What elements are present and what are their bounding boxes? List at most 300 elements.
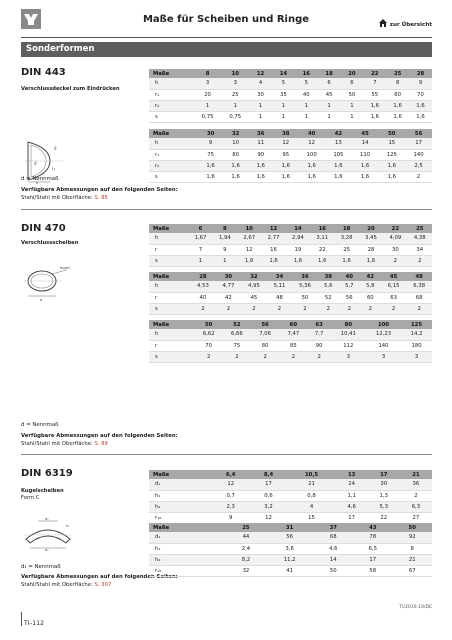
table-cell: 7,7: [307, 329, 330, 340]
table-row: [149, 138, 432, 149]
table-row: [149, 172, 432, 183]
column-header-size: 45: [381, 272, 407, 281]
row-label: r: [149, 340, 195, 351]
column-header-size: 22: [363, 69, 386, 78]
table-cell: 5,36: [292, 281, 318, 292]
table-cell: 7: [188, 244, 212, 255]
table-cell: 11: [248, 138, 273, 149]
table-header-row: [149, 470, 432, 479]
table-cell: 5: [295, 78, 318, 89]
table-header-row: [149, 320, 432, 329]
row-label: h: [149, 138, 198, 149]
table-row: [149, 78, 432, 89]
table-cell: 70: [195, 340, 223, 351]
table-cell: 1,6: [261, 255, 285, 266]
table-row: [149, 281, 432, 292]
column-header-size: 8,4: [250, 470, 288, 479]
table-cell: 60: [360, 292, 381, 303]
column-header-size: 14: [272, 69, 295, 78]
din470-availability-text: Stahl/Stahl mit Oberfläche:: [21, 440, 95, 447]
table-cell: 1: [249, 100, 272, 111]
table-cell: 1,6: [386, 112, 409, 123]
table-cell: 2: [406, 303, 432, 314]
column-header-size: 50: [195, 320, 223, 329]
table-cell: 1,3: [368, 490, 400, 501]
row-label: h₂: [149, 501, 212, 512]
din443-table-2: [149, 129, 432, 183]
table-row: [149, 89, 432, 100]
table-cell: 85: [279, 340, 307, 351]
table-row: [149, 490, 432, 501]
table-cell: 17: [250, 479, 288, 490]
column-header-size: 32: [223, 129, 248, 138]
din6319-page-link[interactable]: S. 307: [94, 581, 112, 588]
din6319-desc-line-2: Form C: [21, 495, 40, 502]
column-header-size: 18: [318, 69, 341, 78]
table-cell: 100: [298, 149, 325, 160]
table-cell: 4,6: [314, 543, 353, 554]
row-label: r₁: [149, 149, 198, 160]
table-row: [149, 554, 432, 565]
table-cell: 2: [339, 303, 360, 314]
table-cell: 4,38: [408, 233, 432, 244]
table-cell: 1: [194, 100, 222, 111]
column-header-size: 12: [249, 69, 272, 78]
table-cell: 78: [353, 532, 392, 543]
column-header-size: 8: [194, 69, 222, 78]
table-cell: 1: [295, 100, 318, 111]
table-cell: 63: [381, 292, 407, 303]
svg-text:r₁: r₁: [52, 166, 56, 171]
table-cell: 1,6: [298, 172, 325, 183]
column-header-size: 52: [223, 320, 251, 329]
row-label: r: [149, 244, 188, 255]
row-label: h: [149, 329, 195, 340]
column-header-size: 10: [237, 224, 261, 233]
row-label: h₁: [149, 490, 212, 501]
table-cell: 50: [341, 89, 364, 100]
column-header-size: 37: [314, 523, 353, 532]
page-title: Maße für Scheiben und Ringe: [142, 14, 310, 25]
din6319-title: DIN 6319: [21, 468, 73, 479]
table-cell: 10: [223, 138, 248, 149]
table-cell: 1,6: [223, 160, 248, 171]
column-header-size: 50: [392, 523, 432, 532]
table-cell: 1: [318, 112, 341, 123]
table-cell: 2,3: [212, 501, 250, 512]
table-cell: 1,6: [378, 160, 405, 171]
column-header-size: 100: [366, 320, 401, 329]
column-header-size: 125: [401, 320, 432, 329]
table-cell: 2,77: [261, 233, 285, 244]
table-cell: 1: [221, 100, 249, 111]
column-header-size: 32: [241, 272, 267, 281]
table-cell: 90: [307, 340, 330, 351]
row-label: r₁₅: [149, 513, 212, 524]
row-label: h: [149, 233, 188, 244]
table-cell: 1: [341, 112, 364, 123]
table-cell: 4: [249, 78, 272, 89]
table-cell: 1,6: [352, 160, 379, 171]
table-row: [149, 566, 432, 577]
table-cell: 9: [213, 244, 237, 255]
table-cell: 2: [307, 351, 330, 362]
column-header-size: 10,5: [287, 470, 335, 479]
table-cell: 2,67: [237, 233, 261, 244]
column-header-size: 31: [266, 523, 314, 532]
column-header-size: 38: [273, 129, 298, 138]
table-cell: 35: [272, 89, 295, 100]
table-cell: 1,6: [237, 255, 261, 266]
table-cell: 20: [194, 89, 222, 100]
table-cell: 70: [409, 89, 432, 100]
table-cell: 25: [334, 244, 358, 255]
table-cell: 17: [353, 554, 392, 565]
svg-text:h₂: h₂: [66, 524, 70, 528]
table-cell: 1: [341, 100, 364, 111]
table-cell: 12: [237, 244, 261, 255]
column-header-size: 56: [405, 129, 432, 138]
column-header-label: Maße: [149, 470, 212, 479]
din6319-availability-title: Verfügbare Abmessungen auf den folgenden Seiten:: [21, 574, 178, 580]
table-cell: 4,6: [336, 501, 368, 512]
column-header-size: 34: [267, 272, 293, 281]
table-header-row: [149, 224, 432, 233]
table-cell: 1,6: [363, 112, 386, 123]
din6319-desc-line-1: Kugelscheiben: [21, 488, 64, 494]
table-row: [149, 149, 432, 160]
table-cell: 0,75: [221, 112, 249, 123]
table-cell: 48: [267, 292, 293, 303]
table-cell: 2: [267, 303, 293, 314]
table-cell: 12: [212, 479, 250, 490]
table-cell: 17: [336, 513, 368, 524]
page-number: TI–112: [24, 620, 44, 627]
column-header-size: 63: [307, 320, 330, 329]
column-header-size: 20: [341, 69, 364, 78]
din443-page-link[interactable]: S. 85: [94, 194, 108, 201]
table-cell: 125: [378, 149, 405, 160]
table-cell: 0,7: [212, 490, 250, 501]
table-cell: 2: [405, 172, 432, 183]
table-cell: 1: [188, 255, 212, 266]
table-row: [149, 303, 432, 314]
row-label: r: [149, 292, 190, 303]
table-cell: 92: [392, 532, 432, 543]
din443-availability-title: Verfügbare Abmessungen auf den folgenden Seiten:: [21, 187, 178, 193]
svg-text:h: h: [36, 181, 39, 184]
table-header-row: [149, 272, 432, 281]
table-cell: 9: [198, 138, 223, 149]
din470-drawing: [22, 258, 72, 304]
table-cell: 6,3: [400, 501, 432, 512]
header-rule: [21, 37, 432, 38]
din443-availability-text: Stahl/Stahl mit Oberfläche:: [21, 194, 95, 201]
column-header-size: 28: [409, 69, 432, 78]
column-header-size: 13: [336, 470, 368, 479]
table-cell: 2: [318, 303, 339, 314]
din470-nominal-note: d = Nennmaß: [21, 422, 59, 428]
table-cell: 42: [216, 292, 242, 303]
table-row: [149, 112, 432, 123]
column-header-size: 38: [318, 272, 339, 281]
table-cell: 56: [266, 532, 314, 543]
table-cell: 40: [190, 292, 216, 303]
table-cell: 6,62: [195, 329, 223, 340]
table-row: [149, 244, 432, 255]
table-cell: 19: [286, 244, 310, 255]
table-cell: 60: [386, 89, 409, 100]
column-header-size: 20: [359, 224, 383, 233]
row-label: r₂: [149, 160, 198, 171]
overview-link-label: zur Übersicht: [389, 22, 432, 28]
svg-text:d: d: [40, 298, 43, 302]
column-header-size: 6,4: [212, 470, 250, 479]
table-cell: 5,6: [318, 281, 339, 292]
table-cell: 6,38: [406, 281, 432, 292]
column-header-label: Maße: [149, 272, 190, 281]
row-label: r₁: [149, 89, 194, 100]
table-cell: 8: [386, 78, 409, 89]
column-header-size: 56: [251, 320, 279, 329]
table-cell: 4,77: [216, 281, 242, 292]
table-cell: 1: [249, 112, 272, 123]
table-cell: 1,6: [248, 160, 273, 171]
table-cell: 8: [392, 543, 432, 554]
row-label: h₁: [149, 543, 226, 554]
table-cell: 12: [273, 138, 298, 149]
table-cell: 1,6: [298, 160, 325, 171]
section-divider: [21, 209, 432, 210]
table-cell: 2,4: [226, 543, 265, 554]
table-cell: 1,6: [223, 172, 248, 183]
column-header-size: 42: [325, 129, 352, 138]
table-cell: 1,6: [198, 160, 223, 171]
table-cell: 2: [279, 351, 307, 362]
column-header-size: 30: [198, 129, 223, 138]
table-cell: 30: [383, 244, 407, 255]
table-cell: 30: [368, 479, 400, 490]
table-cell: 6: [341, 78, 364, 89]
table-cell: 10,41: [331, 329, 366, 340]
table-cell: 90: [248, 149, 273, 160]
table-cell: 3,45: [359, 233, 383, 244]
table-cell: 75: [198, 149, 223, 160]
section-divider: [21, 454, 432, 455]
column-header-size: 48: [406, 272, 432, 281]
table-cell: 140: [366, 340, 401, 351]
table-cell: 5: [272, 78, 295, 89]
table-cell: 58: [353, 566, 392, 577]
row-label: h: [149, 281, 190, 292]
table-cell: 2: [292, 303, 318, 314]
column-header-size: 25: [226, 523, 265, 532]
svg-text:d₂: d₂: [45, 548, 49, 551]
table-cell: 3,6: [266, 543, 314, 554]
row-label: d₁: [149, 479, 212, 490]
din6319-nominal-note: d₁ = Nennmaß: [21, 564, 61, 570]
table-cell: 1,6: [334, 255, 358, 266]
table-cell: 7: [363, 78, 386, 89]
table-cell: 1,6: [359, 255, 383, 266]
din443-table-1: [149, 69, 432, 123]
table-cell: 1,6: [378, 172, 405, 183]
table-cell: 80: [251, 340, 279, 351]
column-header-label: Maße: [149, 129, 198, 138]
table-cell: 50: [292, 292, 318, 303]
table-cell: 3: [331, 351, 366, 362]
table-cell: 9: [212, 513, 250, 524]
din470-page-link[interactable]: S. 89: [94, 440, 108, 447]
table-cell: 14,2: [401, 329, 432, 340]
table-cell: 7,47: [279, 329, 307, 340]
table-cell: 1: [272, 112, 295, 123]
table-cell: 3: [401, 351, 432, 362]
table-cell: 2: [216, 303, 242, 314]
table-cell: 1,67: [188, 233, 212, 244]
column-header-size: 30: [216, 272, 242, 281]
table-cell: 30: [249, 89, 272, 100]
table-cell: 4,09: [383, 233, 407, 244]
table-cell: 180: [401, 340, 432, 351]
table-cell: 80: [223, 149, 248, 160]
house-icon: [378, 18, 388, 28]
table-cell: 12: [250, 513, 288, 524]
table-cell: 2: [251, 351, 279, 362]
table-row: [149, 501, 432, 512]
din443-nominal-note: d = Nennmaß: [21, 176, 59, 182]
table-cell: 45: [241, 292, 267, 303]
table-row: [149, 100, 432, 111]
din443-description: Verschlussdeckel zum Eindrücken: [21, 86, 120, 92]
table-cell: 7,06: [251, 329, 279, 340]
table-cell: 2: [241, 303, 267, 314]
overview-link[interactable]: [378, 18, 432, 28]
column-header-size: 25: [386, 69, 409, 78]
table-row: [149, 543, 432, 554]
table-cell: 3,2: [250, 501, 288, 512]
din470-table-1: [149, 224, 432, 267]
din470-availability-title: Verfügbare Abmessungen auf den folgenden Seiten:: [21, 433, 178, 439]
table-cell: 1,6: [409, 112, 432, 123]
table-cell: 5,8: [360, 281, 381, 292]
table-cell: 2,94: [286, 233, 310, 244]
column-header-size: 21: [400, 470, 432, 479]
column-header-size: 36: [248, 129, 273, 138]
table-cell: 27: [400, 513, 432, 524]
din6319-availability-text: Stahl/Stahl mit Oberfläche:: [21, 581, 95, 588]
column-header-size: 43: [353, 523, 392, 532]
table-cell: 50: [314, 566, 353, 577]
row-label: s: [149, 255, 188, 266]
din6319-drawing: [22, 515, 74, 551]
column-header-size: 42: [360, 272, 381, 281]
footer-rule: [21, 612, 22, 626]
table-cell: 22: [368, 513, 400, 524]
table-cell: 9: [409, 78, 432, 89]
table-cell: 1,6: [352, 172, 379, 183]
column-header-size: 22: [383, 224, 407, 233]
table-cell: 2: [223, 351, 251, 362]
table-cell: 2: [408, 255, 432, 266]
row-label: s: [149, 172, 198, 183]
table-row: [149, 479, 432, 490]
column-header-size: 18: [334, 224, 358, 233]
table-cell: 56: [339, 292, 360, 303]
table-cell: 1,6: [273, 160, 298, 171]
row-label: r₂: [149, 100, 194, 111]
table-cell: 32: [226, 566, 265, 577]
table-cell: 1,6: [325, 172, 352, 183]
row-label: s: [149, 351, 195, 362]
din443-availability: [21, 187, 178, 202]
table-cell: 5,11: [267, 281, 293, 292]
table-cell: 3,28: [334, 233, 358, 244]
row-label: d₁: [149, 532, 226, 543]
table-cell: 140: [405, 149, 432, 160]
table-cell: 1,1: [336, 490, 368, 501]
table-cell: 6: [318, 78, 341, 89]
table-cell: 1: [213, 255, 237, 266]
column-header-size: 6: [188, 224, 212, 233]
column-header-size: 80: [331, 320, 366, 329]
table-cell: 75: [223, 340, 251, 351]
din470-table-2: [149, 272, 432, 315]
table-cell: 45: [318, 89, 341, 100]
table-row: [149, 329, 432, 340]
din470-table-3: [149, 320, 432, 363]
din6319-table-1: [149, 470, 432, 524]
table-cell: 1,6: [363, 100, 386, 111]
table-cell: 4,53: [190, 281, 216, 292]
table-cell: 2: [360, 303, 381, 314]
row-label: r₁₅: [149, 566, 226, 577]
table-cell: 1,6: [386, 100, 409, 111]
table-cell: 2: [400, 490, 432, 501]
table-cell: 1,6: [409, 100, 432, 111]
svg-text:d: d: [34, 161, 37, 166]
table-cell: 24: [336, 479, 368, 490]
table-cell: 22: [310, 244, 334, 255]
table-cell: 13: [325, 138, 352, 149]
table-cell: 112: [331, 340, 366, 351]
table-cell: 6,15: [381, 281, 407, 292]
table-header-row: [149, 129, 432, 138]
column-header-size: 60: [279, 320, 307, 329]
table-cell: 0,8: [287, 490, 335, 501]
table-cell: 5,7: [339, 281, 360, 292]
table-cell: 14: [352, 138, 379, 149]
table-cell: 55: [363, 89, 386, 100]
table-cell: 2: [195, 351, 223, 362]
table-cell: 68: [406, 292, 432, 303]
table-cell: 16: [261, 244, 285, 255]
table-cell: 1: [272, 100, 295, 111]
table-cell: 11,2: [266, 554, 314, 565]
row-label: h₂: [149, 554, 226, 565]
table-cell: 3,11: [310, 233, 334, 244]
column-header-label: Maße: [149, 523, 226, 532]
table-cell: 1,6: [198, 172, 223, 183]
table-row: [149, 255, 432, 266]
table-header-row: [149, 69, 432, 78]
table-cell: 15: [287, 513, 335, 524]
column-header-size: 50: [378, 129, 405, 138]
column-header-label: Maße: [149, 224, 188, 233]
column-header-size: 12: [261, 224, 285, 233]
din443-title: DIN 443: [21, 67, 66, 78]
table-header-row: [149, 523, 432, 532]
